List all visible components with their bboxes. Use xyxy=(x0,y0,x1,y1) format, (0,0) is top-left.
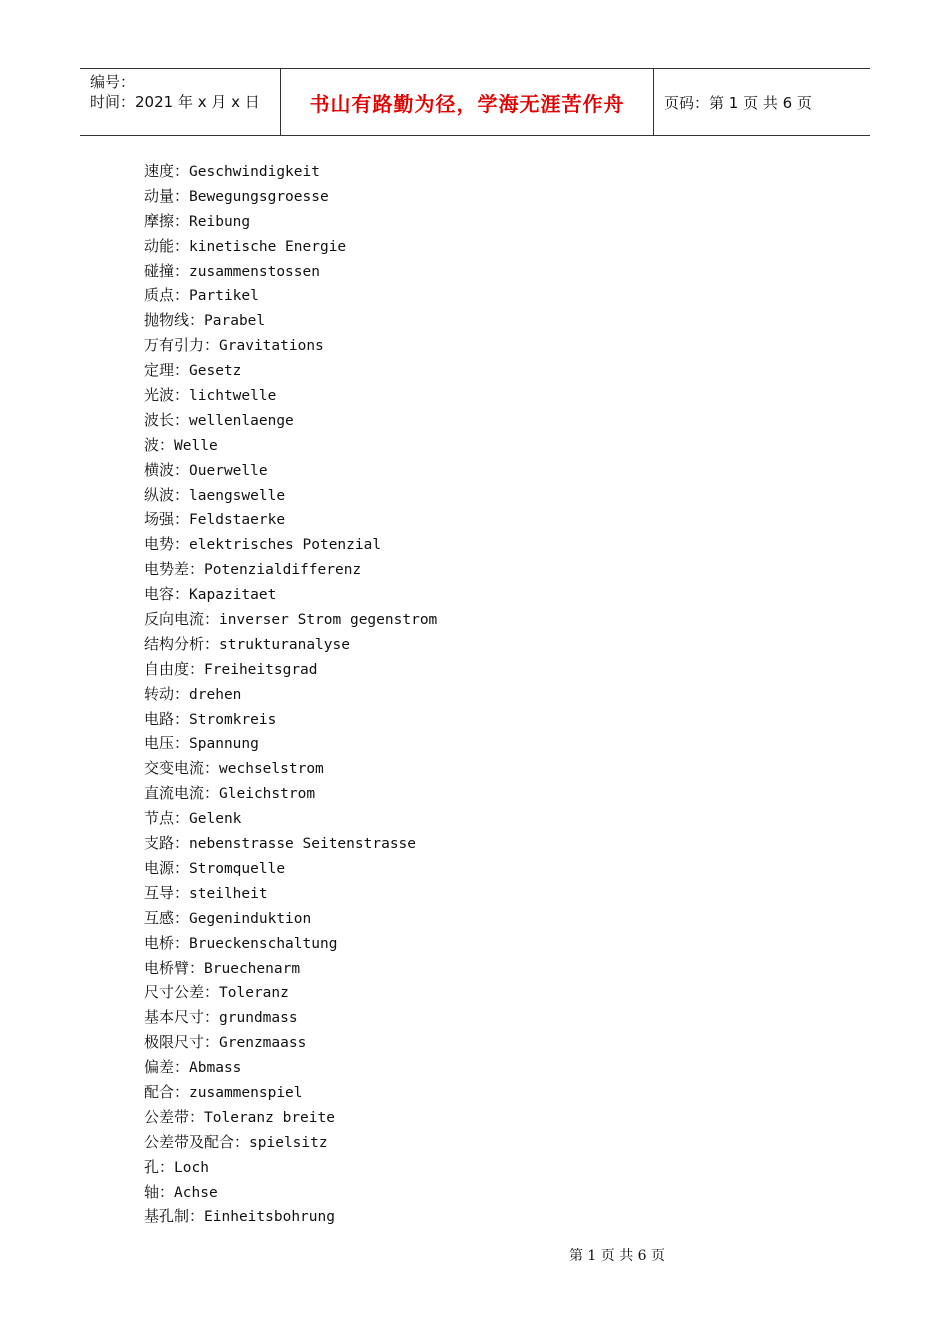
entry-chinese-term: 电压 xyxy=(144,734,175,753)
entry-german-term: nebenstrasse Seitenstrasse xyxy=(189,836,417,853)
document-number-label: 编号： xyxy=(90,73,136,91)
entry-separator: ： xyxy=(174,734,190,753)
entry-german-term: Achse xyxy=(174,1184,218,1201)
entry-chinese-term: 节点 xyxy=(144,809,175,828)
entry-chinese-term: 速度 xyxy=(144,162,175,180)
glossary-entry xyxy=(144,507,844,532)
entry-german-term: Freiheitsgrad xyxy=(204,661,318,678)
entry-german-term: Ouerwelle xyxy=(189,462,268,479)
entry-separator: ： xyxy=(189,311,205,330)
entry-separator: ： xyxy=(234,1132,250,1151)
glossary-entry xyxy=(144,607,844,632)
glossary-list xyxy=(144,159,844,1229)
entry-german-term: Gesetz xyxy=(189,363,242,380)
entry-chinese-term: 基孔制 xyxy=(144,1207,190,1226)
entry-separator: ： xyxy=(174,1058,190,1077)
entry-separator: ： xyxy=(174,535,190,554)
entry-german-term: wechselstrom xyxy=(219,761,324,778)
entry-german-term: strukturanalyse xyxy=(219,636,350,653)
entry-chinese-term: 公差带及配合 xyxy=(144,1132,235,1151)
glossary-entry xyxy=(144,931,844,956)
glossary-entry xyxy=(144,234,844,259)
entry-separator: ： xyxy=(174,883,190,902)
entry-separator: ： xyxy=(204,983,220,1002)
entry-separator: ： xyxy=(174,460,190,479)
entry-german-term: Welle xyxy=(174,437,218,454)
entry-chinese-term: 转动 xyxy=(144,684,175,703)
glossary-entry xyxy=(144,1180,844,1205)
glossary-entry xyxy=(144,682,844,707)
entry-german-term: Partikel xyxy=(189,288,259,305)
entry-chinese-term: 反向电流 xyxy=(144,610,205,629)
glossary-entry xyxy=(144,881,844,906)
glossary-entry xyxy=(144,358,844,383)
entry-chinese-term: 碰撞 xyxy=(144,261,175,280)
entry-chinese-term: 电路 xyxy=(144,709,175,728)
entry-chinese-term: 场强 xyxy=(144,510,175,529)
entry-german-term: Kapazitaet xyxy=(189,587,277,604)
glossary-entry xyxy=(144,781,844,806)
entry-german-term: Feldstaerke xyxy=(189,512,286,529)
glossary-entry xyxy=(144,657,844,682)
entry-chinese-term: 定理 xyxy=(144,361,175,380)
glossary-entry xyxy=(144,184,844,209)
entry-separator: ： xyxy=(174,908,190,927)
glossary-entry xyxy=(144,483,844,508)
glossary-entry xyxy=(144,383,844,408)
entry-german-term: wellenlaenge xyxy=(189,412,294,429)
entry-separator: ： xyxy=(204,759,220,778)
entry-german-term: Toleranz breite xyxy=(204,1109,335,1126)
entry-chinese-term: 光波 xyxy=(144,386,175,405)
entry-separator: ： xyxy=(204,634,220,653)
entry-separator: ： xyxy=(159,1182,175,1201)
entry-german-term: elektrisches Potenzial xyxy=(189,537,382,554)
entry-chinese-term: 动能 xyxy=(144,236,175,255)
entry-german-term: Gleichstrom xyxy=(219,786,316,803)
entry-chinese-term: 配合 xyxy=(144,1082,175,1101)
entry-chinese-term: 孔 xyxy=(144,1157,160,1176)
entry-chinese-term: 抛物线 xyxy=(144,311,190,330)
glossary-entry xyxy=(144,906,844,931)
glossary-entry xyxy=(144,632,844,657)
glossary-entry xyxy=(144,1204,844,1229)
entry-separator: ： xyxy=(189,958,205,977)
glossary-entry xyxy=(144,333,844,358)
entry-separator: ： xyxy=(174,933,190,952)
entry-separator: ： xyxy=(204,784,220,803)
glossary-entry xyxy=(144,1080,844,1105)
entry-separator: ： xyxy=(174,410,190,429)
entry-separator: ： xyxy=(174,261,190,280)
entry-separator: ： xyxy=(174,361,190,380)
entry-chinese-term: 基本尺寸 xyxy=(144,1008,205,1027)
entry-german-term: Bruechenarm xyxy=(204,960,301,977)
entry-german-term: Gravitations xyxy=(219,338,324,355)
entry-separator: ： xyxy=(174,1082,190,1101)
glossary-entry xyxy=(144,209,844,234)
entry-chinese-term: 自由度 xyxy=(144,659,190,678)
entry-separator: ： xyxy=(189,1207,205,1226)
header-motto: 书山有路勤为径，学海无涯苦作舟 xyxy=(281,69,654,135)
entry-separator: ： xyxy=(174,684,190,703)
entry-separator: ： xyxy=(204,1033,220,1052)
glossary-entry xyxy=(144,956,844,981)
entry-chinese-term: 电势差 xyxy=(144,560,190,579)
entry-chinese-term: 结构分析 xyxy=(144,634,205,653)
entry-separator: ： xyxy=(159,1157,175,1176)
entry-chinese-term: 极限尺寸 xyxy=(144,1033,205,1052)
entry-german-term: Gegeninduktion xyxy=(189,910,312,927)
entry-german-term: zusammenspiel xyxy=(189,1084,303,1101)
entry-separator: ： xyxy=(174,809,190,828)
entry-chinese-term: 互感 xyxy=(144,908,175,927)
glossary-entry xyxy=(144,731,844,756)
entry-german-term: Einheitsbohrung xyxy=(204,1209,335,1226)
entry-separator: ： xyxy=(189,659,205,678)
entry-separator: ： xyxy=(174,510,190,529)
entry-separator: ： xyxy=(174,186,190,205)
entry-chinese-term: 电容 xyxy=(144,585,175,604)
entry-german-term: Abmass xyxy=(189,1060,242,1077)
glossary-entry xyxy=(144,1155,844,1180)
entry-separator: ： xyxy=(174,585,190,604)
entry-german-term: kinetische Energie xyxy=(189,238,347,255)
entry-separator: ： xyxy=(159,435,175,454)
page-header xyxy=(80,68,870,136)
page-footer: 第 1 页 共 6 页 xyxy=(568,1248,666,1264)
entry-chinese-term: 公差带 xyxy=(144,1107,190,1126)
entry-chinese-term: 交变电流 xyxy=(144,759,205,778)
entry-chinese-term: 偏差 xyxy=(144,1058,175,1077)
header-page-indicator: 页码：第 1 页 共 6 页 xyxy=(664,93,812,112)
entry-german-term: Loch xyxy=(174,1159,209,1176)
entry-german-term: spielsitz xyxy=(249,1134,328,1151)
entry-german-term: Stromkreis xyxy=(189,711,277,728)
entry-chinese-term: 电势 xyxy=(144,535,175,554)
entry-chinese-term: 电桥臂 xyxy=(144,958,190,977)
glossary-entry xyxy=(144,458,844,483)
entry-separator: ： xyxy=(174,709,190,728)
glossary-entry xyxy=(144,1055,844,1080)
entry-german-term: Grenzmaass xyxy=(219,1035,307,1052)
entry-german-term: Reibung xyxy=(189,213,251,230)
entry-german-term: Toleranz xyxy=(219,985,289,1002)
glossary-entry xyxy=(144,856,844,881)
entry-chinese-term: 电源 xyxy=(144,858,175,877)
glossary-entry xyxy=(144,159,844,184)
document-time-label: 时间：2021 年 x 月 x 日 xyxy=(90,93,260,111)
entry-chinese-term: 纵波 xyxy=(144,485,175,504)
glossary-entry xyxy=(144,408,844,433)
entry-chinese-term: 动量 xyxy=(144,186,175,205)
entry-separator: ： xyxy=(174,858,190,877)
entry-separator: ： xyxy=(204,336,220,355)
entry-separator: ： xyxy=(174,211,190,230)
glossary-entry xyxy=(144,308,844,333)
entry-chinese-term: 波长 xyxy=(144,410,175,429)
entry-chinese-term: 轴 xyxy=(144,1182,160,1201)
entry-chinese-term: 尺寸公差 xyxy=(144,983,205,1002)
entry-german-term: Gelenk xyxy=(189,811,242,828)
entry-chinese-term: 摩擦 xyxy=(144,211,175,230)
entry-separator: ： xyxy=(174,386,190,405)
glossary-entry xyxy=(144,532,844,557)
entry-german-term: laengswelle xyxy=(189,487,286,504)
entry-chinese-term: 电桥 xyxy=(144,933,175,952)
header-meta xyxy=(80,69,281,135)
glossary-entry xyxy=(144,433,844,458)
glossary-entry xyxy=(144,1130,844,1155)
entry-chinese-term: 支路 xyxy=(144,834,175,853)
entry-chinese-term: 万有引力 xyxy=(144,336,205,355)
glossary-entry xyxy=(144,1105,844,1130)
glossary-entry xyxy=(144,831,844,856)
entry-chinese-term: 互导 xyxy=(144,883,175,902)
entry-separator: ： xyxy=(174,286,190,305)
glossary-entry xyxy=(144,1005,844,1030)
entry-separator: ： xyxy=(189,1107,205,1126)
entry-separator: ： xyxy=(189,560,205,579)
glossary-entry xyxy=(144,582,844,607)
glossary-entry xyxy=(144,806,844,831)
entry-chinese-term: 质点 xyxy=(144,286,175,305)
entry-german-term: grundmass xyxy=(219,1010,298,1027)
entry-separator: ： xyxy=(174,834,190,853)
glossary-entry xyxy=(144,283,844,308)
entry-separator: ： xyxy=(174,236,190,255)
entry-german-term: Parabel xyxy=(204,313,266,330)
entry-german-term: steilheit xyxy=(189,885,268,902)
entry-german-term: Brueckenschaltung xyxy=(189,935,338,952)
entry-chinese-term: 波 xyxy=(144,435,160,454)
entry-german-term: drehen xyxy=(189,686,242,703)
glossary-entry xyxy=(144,557,844,582)
entry-separator: ： xyxy=(204,610,220,629)
entry-german-term: Potenzialdifferenz xyxy=(204,562,362,579)
entry-german-term: Stromquelle xyxy=(189,860,286,877)
entry-separator: ： xyxy=(174,162,190,180)
glossary-entry xyxy=(144,756,844,781)
entry-german-term: lichtwelle xyxy=(189,388,277,405)
glossary-entry xyxy=(144,980,844,1005)
entry-german-term: Geschwindigkeit xyxy=(189,164,320,180)
entry-chinese-term: 横波 xyxy=(144,460,175,479)
entry-separator: ： xyxy=(174,485,190,504)
glossary-entry xyxy=(144,707,844,732)
glossary-entry xyxy=(144,259,844,284)
entry-german-term: inverser Strom gegenstrom xyxy=(219,612,438,629)
entry-german-term: Bewegungsgroesse xyxy=(189,188,329,205)
glossary-entry xyxy=(144,1030,844,1055)
entry-chinese-term: 直流电流 xyxy=(144,784,205,803)
entry-german-term: Spannung xyxy=(189,736,259,753)
entry-separator: ： xyxy=(204,1008,220,1027)
entry-german-term: zusammenstossen xyxy=(189,263,320,280)
